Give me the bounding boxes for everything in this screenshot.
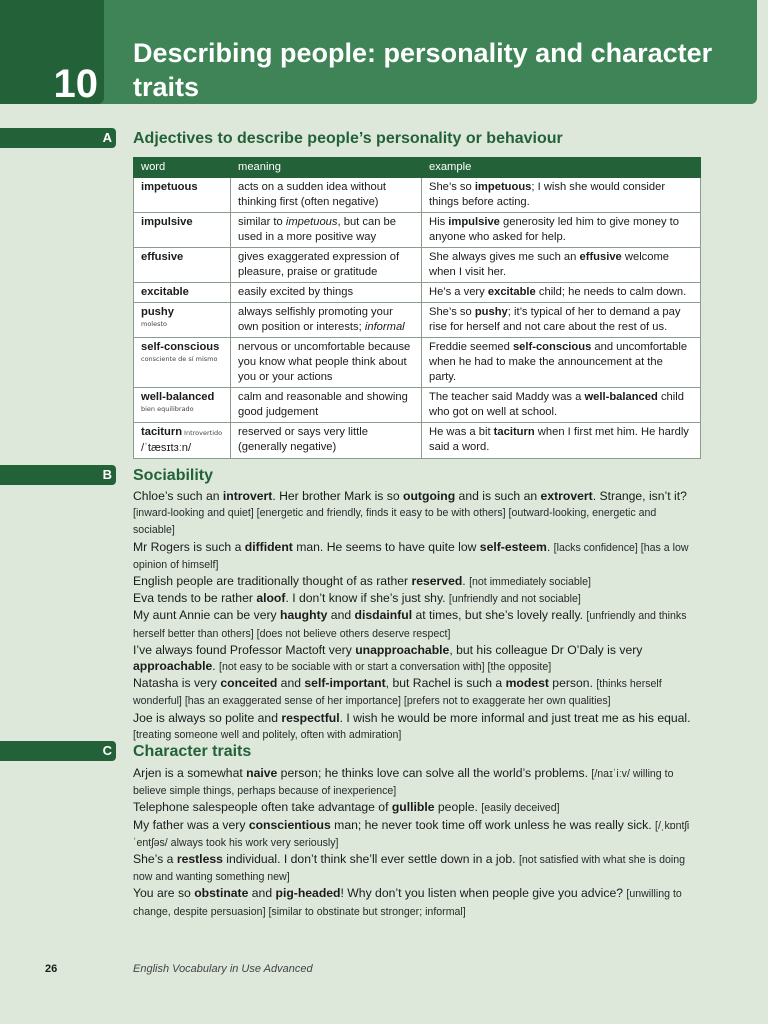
keyword: modest xyxy=(505,676,549,691)
word-text: well-balanced xyxy=(141,391,215,403)
table-header-row xyxy=(134,158,701,178)
example-sentence xyxy=(133,885,699,919)
example-keyword: taciturn xyxy=(493,426,535,438)
example-keyword: effusive xyxy=(579,251,622,263)
unit-number-box xyxy=(0,0,104,104)
example-text: and uncomfortable when he had to make the announcement at the party. xyxy=(429,341,688,383)
example-text: when I first met him. He hardly said a word. xyxy=(429,426,689,453)
sentence-text: I’ve always found Professor Mactoft very xyxy=(133,642,356,657)
word-cell xyxy=(134,178,231,213)
sentence-text: and xyxy=(248,886,276,901)
section-b-marker xyxy=(0,465,116,485)
sentence-text: English people are traditionally thought of as rather xyxy=(133,574,412,589)
sentence-text: Chloe’s such an xyxy=(133,489,223,503)
example-keyword: pushy xyxy=(474,306,508,318)
meaning-italic: informal xyxy=(364,321,405,333)
keyword: naive xyxy=(246,766,278,780)
column-header-meaning: meaning xyxy=(231,158,422,178)
meaning-cell: calm and reasonable and showing good judgement xyxy=(231,388,422,423)
example-sentence xyxy=(133,799,699,816)
example-keyword: well-balanced xyxy=(584,391,658,403)
word-cell xyxy=(134,338,231,388)
definition: [not easy to be sociable with or start a conversation with] [the opposite] xyxy=(219,661,552,674)
example-sentence xyxy=(133,675,699,709)
section-c-title: Character traits xyxy=(133,743,252,760)
meaning-cell: gives exaggerated expression of pleasure, praise or gratitude xyxy=(231,248,422,283)
sentence-text: and xyxy=(327,608,355,623)
sentence-text: individual. I don’t think she’ll ever settle down in a job. xyxy=(222,852,519,867)
example-sentence xyxy=(133,765,699,799)
sentence-text: She’s a xyxy=(133,852,177,867)
sentence-text: Mr Rogers is such a xyxy=(133,539,245,554)
table-row xyxy=(134,283,701,303)
example-cell xyxy=(422,388,701,423)
example-text: She always gives me such an xyxy=(429,251,580,263)
example-cell xyxy=(422,248,701,283)
definition: [inward-looking and quiet] [energetic and friendly, finds it easy to be with others] [outward-looking, energetic and sociable] xyxy=(133,507,657,537)
example-keyword: impetuous xyxy=(474,181,532,193)
keyword: introvert xyxy=(222,489,273,503)
sentence-text: , but his colleague Dr O’Daly is very xyxy=(449,642,643,657)
keyword: unapproachable xyxy=(355,642,450,657)
table-row xyxy=(134,388,701,423)
keyword: respectful xyxy=(281,710,340,725)
sentence-text: person; he thinks love can solve all the world’s problems. xyxy=(277,766,592,780)
word-text: pushy xyxy=(141,306,174,318)
example-cell xyxy=(422,338,701,388)
word-text: impetuous xyxy=(141,181,198,193)
sentence-text: My aunt Annie can be very xyxy=(133,608,281,623)
example-text: child; he needs to calm down. xyxy=(535,286,687,298)
sentence-text: . I don’t know if she’s just shy. xyxy=(285,591,449,606)
keyword: pig-headed xyxy=(275,886,341,901)
vocabulary-table xyxy=(133,157,701,459)
example-sentence xyxy=(133,539,699,573)
page-title: Describing people: personality and character traits xyxy=(133,38,713,102)
meaning-text: always selfishly promoting your own position or interests; xyxy=(238,306,393,333)
keyword: conceited xyxy=(220,676,278,691)
example-sentence xyxy=(133,573,699,590)
sentence-text: ! Why don’t you listen when people give you advice? xyxy=(340,886,627,901)
keyword: reserved xyxy=(411,574,463,589)
meaning-italic: impetuous xyxy=(285,216,338,228)
definition: [unfriendly and thinks herself better than others] [does not believe others deserve respect] xyxy=(133,610,687,640)
sentence-text: people. xyxy=(434,800,482,815)
section-a-title: Adjectives to describe people’s personality or behaviour xyxy=(133,130,563,147)
example-text: He’s a very xyxy=(429,286,488,298)
sentence-text: , but Rachel is such a xyxy=(385,676,506,691)
word-cell xyxy=(134,283,231,303)
sentence-text: Telephone salespeople often take advantage of xyxy=(133,800,392,815)
keyword: self-important xyxy=(304,676,386,691)
book-title: English Vocabulary in Use Advanced xyxy=(133,963,313,975)
example-sentence xyxy=(133,642,699,675)
example-cell xyxy=(422,213,701,248)
word-cell xyxy=(134,248,231,283)
unit-number: 10 xyxy=(53,62,98,106)
handwritten-note: Introvertido xyxy=(184,429,223,437)
keyword: extrovert xyxy=(540,489,593,503)
example-cell xyxy=(422,303,701,338)
meaning-cell xyxy=(231,213,422,248)
example-sentence xyxy=(133,817,699,851)
sentence-text: and is such an xyxy=(455,489,541,503)
sentence-text: man; he never took time off work unless he was really sick. xyxy=(330,817,656,832)
word-text: excitable xyxy=(141,286,189,298)
definition: [unfriendly and not sociable] xyxy=(448,593,581,606)
table-row xyxy=(134,423,701,459)
section-b-letter: B xyxy=(102,467,112,482)
word-cell xyxy=(134,303,231,338)
keyword: aloof xyxy=(256,591,286,606)
column-header-example: example xyxy=(422,158,701,178)
sentence-text: . xyxy=(212,659,220,674)
section-a-letter: A xyxy=(102,130,112,145)
definition: [lacks confidence] [has a low opinion of himself] xyxy=(133,541,689,571)
sentence-text: Natasha is very xyxy=(133,676,221,691)
section-a-marker xyxy=(0,128,116,148)
definition: [easily deceived] xyxy=(481,802,560,815)
keyword: haughty xyxy=(280,608,328,623)
sentence-text: at times, but she’s lovely really. xyxy=(412,608,587,623)
sentence-text: and xyxy=(277,676,305,691)
example-keyword: excitable xyxy=(487,286,536,298)
word-text: effusive xyxy=(141,251,184,263)
word-text: self-conscious xyxy=(141,341,220,353)
example-sentence xyxy=(133,488,699,539)
meaning-cell xyxy=(231,303,422,338)
section-b-title: Sociability xyxy=(133,467,214,484)
definition: [thinks herself wonderful] [has an exaggerated sense of her importance] [prefers not to exaggerate her own qualities] xyxy=(133,678,662,708)
definition: [/ˌkɒntʃiˈentʃəs/ always took his work very seriously] xyxy=(133,819,690,849)
sentence-text: person. xyxy=(548,676,597,691)
table-row xyxy=(134,338,701,388)
example-text: generosity led him to give money to anyone who asked for help. xyxy=(429,216,679,243)
example-sentence xyxy=(133,710,699,743)
definition: [treating someone well and politely, often with admiration] xyxy=(133,728,402,741)
phonetic-text: /ˈtæsɪtɜːn/ xyxy=(141,442,192,454)
handwritten-note: consciente de sí mismo xyxy=(141,355,218,363)
example-text: child who got on well at school. xyxy=(429,391,684,418)
meaning-cell: reserved or says very little (generally negative) xyxy=(231,423,422,459)
sentence-text: . Her brother Mark is so xyxy=(272,489,404,503)
keyword: restless xyxy=(176,852,223,867)
example-sentence xyxy=(133,590,699,607)
example-cell xyxy=(422,423,701,459)
word-cell xyxy=(134,213,231,248)
word-text: impulsive xyxy=(141,216,193,228)
definition: [not satisfied with what she is doing now and wanting something new] xyxy=(133,854,686,884)
example-cell xyxy=(422,283,701,303)
example-text: She’s so xyxy=(429,181,475,193)
example-text: ; it’s typical of her to demand a pay rise for herself and not care about the rest of us. xyxy=(429,306,681,333)
sentence-text: . I wish he would be more informal and just treat me as his equal. xyxy=(339,710,691,725)
sentence-text: . Strange, isn’t it? xyxy=(592,489,687,503)
keyword: outgoing xyxy=(403,489,456,503)
table-row xyxy=(134,248,701,283)
table-row xyxy=(134,303,701,338)
sentence-text: . xyxy=(546,539,554,554)
page-number: 26 xyxy=(45,963,58,975)
keyword: self-esteem xyxy=(479,539,547,554)
example-text: She’s so xyxy=(429,306,475,318)
word-text: taciturn xyxy=(141,426,183,438)
meaning-cell: easily excited by things xyxy=(231,283,422,303)
example-keyword: self-conscious xyxy=(512,341,592,353)
example-sentence xyxy=(133,851,699,885)
example-text: His xyxy=(429,216,449,228)
table-row xyxy=(134,178,701,213)
sentence-text: . xyxy=(462,574,470,589)
keyword: obstinate xyxy=(194,886,249,901)
meaning-cell: nervous or uncomfortable because you know what people think about you or your actions xyxy=(231,338,422,388)
handwritten-note: bien equilibrado xyxy=(141,405,194,413)
keyword: gullible xyxy=(391,800,435,815)
sentence-text: Eva tends to be rather xyxy=(133,591,257,606)
sentence-text: man. He seems to have quite low xyxy=(292,539,480,554)
keyword: approachable xyxy=(133,659,213,674)
example-text: ; I wish she would consider things before acting. xyxy=(429,181,666,208)
example-text: The teacher said Maddy was a xyxy=(429,391,585,403)
word-cell xyxy=(134,423,231,459)
example-keyword: impulsive xyxy=(448,216,500,228)
meaning-text: , but can be used in a more positive way xyxy=(238,216,396,243)
sentence-text: Joe is always so polite and xyxy=(133,710,282,725)
meaning-cell: acts on a sudden idea without thinking first (often negative) xyxy=(231,178,422,213)
section-c-letter: C xyxy=(102,743,112,758)
keyword: diffident xyxy=(244,539,293,554)
sentence-text: My father was a very xyxy=(133,817,249,832)
character-traits-paragraphs xyxy=(133,765,699,920)
example-cell xyxy=(422,178,701,213)
section-c-marker xyxy=(0,741,116,761)
example-sentence xyxy=(133,607,699,641)
example-text: welcome when I visit her. xyxy=(429,251,670,278)
sentence-text: Arjen is a somewhat xyxy=(133,766,247,780)
definition: [/naɪˈiːv/ willing to believe simple things, perhaps because of inexperience] xyxy=(133,768,674,798)
word-cell xyxy=(134,388,231,423)
sentence-text: You are so xyxy=(133,886,195,901)
keyword: conscientious xyxy=(248,817,331,832)
example-text: He was a bit xyxy=(429,426,494,438)
handwritten-note: molesto xyxy=(141,320,168,328)
definition: [unwilling to change, despite persuasion] [similar to obstinate but stronger; informal] xyxy=(133,888,682,918)
definition: [not immediately sociable] xyxy=(469,576,591,589)
meaning-text: similar to xyxy=(238,216,286,228)
table-row xyxy=(134,213,701,248)
keyword: disdainful xyxy=(354,608,413,623)
column-header-word: word xyxy=(134,158,231,178)
sociability-paragraphs xyxy=(133,488,699,743)
example-text: Freddie seemed xyxy=(429,341,513,353)
